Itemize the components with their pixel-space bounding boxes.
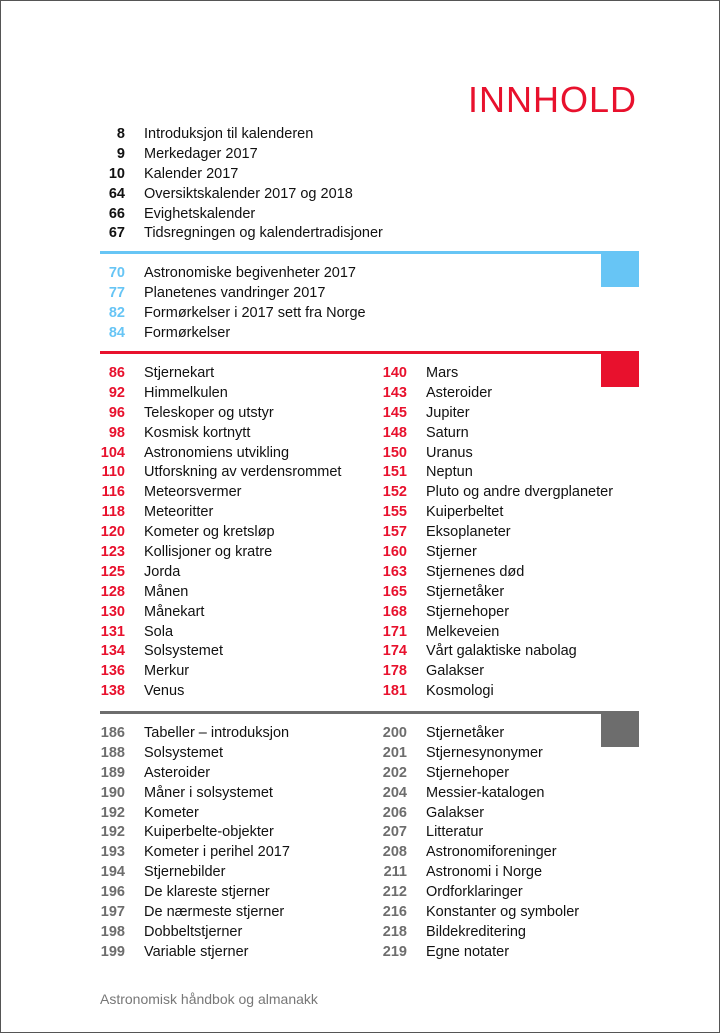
toc-entry-title: Bildekreditering — [426, 923, 526, 940]
toc-column-left — [100, 363, 341, 701]
toc-page-number: 197 — [100, 903, 125, 920]
toc-page-number: 192 — [100, 824, 125, 841]
toc-entry — [100, 622, 341, 642]
toc-entry-title: Kalender 2017 — [144, 165, 239, 182]
toc-entry-title: Meteorsvermer — [144, 484, 242, 501]
toc-entry — [382, 942, 579, 962]
toc-entry-title: Stjernebilder — [144, 864, 226, 881]
toc-entry — [100, 822, 290, 842]
toc-entry — [382, 763, 579, 783]
toc-entry-title: Merkedager 2017 — [144, 145, 258, 162]
toc-page-number: 64 — [108, 185, 125, 202]
toc-entry-title: Messier-katalogen — [426, 784, 545, 801]
toc-entry — [100, 842, 290, 862]
toc-entry — [100, 522, 341, 542]
toc-page-number: 163 — [382, 563, 407, 580]
toc-page-number: 67 — [108, 225, 125, 242]
toc-page-number: 218 — [382, 923, 407, 940]
toc-entry-title: Pluto og andre dvergplaneter — [426, 484, 614, 501]
toc-entry-title: Venus — [144, 683, 185, 700]
toc-entry — [382, 882, 579, 902]
toc-page-number: 70 — [108, 264, 125, 281]
toc-page-number: 131 — [100, 623, 125, 640]
toc-page-number: 110 — [101, 464, 125, 481]
toc-page-number: 9 — [116, 145, 125, 162]
toc-column-left — [100, 723, 290, 962]
toc-entry — [382, 582, 613, 602]
toc-entry-title: Stjernetåker — [426, 724, 505, 741]
toc-page-number: 155 — [382, 504, 407, 521]
toc-entry — [382, 661, 613, 681]
toc-page-number: 208 — [382, 844, 407, 861]
section-tab-marker — [601, 251, 639, 287]
toc-entry-title: Astronomiske begivenheter 2017 — [144, 264, 356, 281]
toc-entry — [100, 763, 290, 783]
toc-page-number: 171 — [382, 623, 407, 640]
toc-page-number: 216 — [382, 903, 407, 920]
toc-entry — [100, 542, 341, 562]
toc-entry-title: Månekart — [144, 603, 205, 620]
toc-page-number: 116 — [101, 484, 125, 501]
toc-entry — [382, 681, 613, 701]
toc-entry-title: Kollisjoner og kratre — [144, 543, 273, 560]
toc-page-number: 150 — [382, 444, 407, 461]
toc-entry-title: Kometer i perihel 2017 — [144, 844, 290, 861]
toc-page-number: 189 — [100, 764, 125, 781]
toc-page-number: 157 — [382, 524, 407, 541]
toc-entry-title: Astronomi i Norge — [426, 864, 543, 881]
toc-page-number: 145 — [382, 404, 407, 421]
toc-page-number: 140 — [382, 364, 407, 381]
toc-entry-title: Formørkelser — [144, 324, 231, 341]
toc-page-number: 134 — [100, 643, 125, 660]
toc-entry-title: Galakser — [426, 804, 485, 821]
toc-entry-title: Månen — [144, 583, 189, 600]
toc-entry-title: Himmelkulen — [144, 384, 228, 401]
toc-entry-title: Saturn — [426, 424, 469, 441]
toc-page-number: 204 — [382, 784, 407, 801]
toc-page-number: 148 — [382, 424, 407, 441]
toc-entry — [382, 443, 613, 463]
toc-page-number: 212 — [382, 884, 407, 901]
toc-entry — [382, 622, 613, 642]
section-divider — [100, 711, 639, 714]
toc-entry — [100, 164, 383, 184]
toc-page-number: 198 — [100, 923, 125, 940]
toc-entry-title: Kosmologi — [426, 683, 494, 700]
toc-entry — [100, 922, 290, 942]
toc-page-number: 219 — [382, 943, 407, 960]
toc-entry — [100, 263, 366, 283]
toc-page-number: 196 — [100, 884, 125, 901]
toc-entry-title: Kosmisk kortnytt — [144, 424, 251, 441]
toc-page-number: 82 — [108, 304, 125, 321]
toc-page-number: 151 — [382, 464, 407, 481]
toc-entry-title: Teleskoper og utstyr — [144, 404, 274, 421]
toc-entry — [100, 462, 341, 482]
toc-entry — [100, 383, 341, 403]
toc-page-number: 206 — [382, 804, 407, 821]
toc-page-number: 174 — [382, 643, 407, 660]
toc-page-number: 152 — [382, 484, 407, 501]
toc-entry — [100, 144, 383, 164]
toc-page-number: 96 — [108, 404, 125, 421]
toc-entry-title: De nærmeste stjerner — [144, 903, 285, 920]
toc-column — [100, 263, 366, 343]
section-tab-marker — [601, 711, 639, 747]
toc-page-number: 211 — [383, 864, 407, 881]
toc-entry-title: Variable stjerner — [144, 943, 249, 960]
toc-entry-title: Stjernehoper — [426, 764, 510, 781]
toc-entry — [382, 723, 579, 743]
toc-column — [100, 124, 383, 243]
toc-entry — [382, 502, 613, 522]
toc-page-number: 194 — [100, 864, 125, 881]
toc-page-number: 130 — [100, 603, 125, 620]
toc-entry — [382, 783, 579, 803]
toc-page-number: 98 — [108, 424, 125, 441]
toc-column-right — [382, 363, 613, 701]
toc-page-number: 123 — [100, 543, 125, 560]
toc-page-number: 143 — [382, 384, 407, 401]
toc-page-number: 8 — [116, 125, 125, 142]
toc-page-number: 125 — [100, 563, 125, 580]
toc-entry-title: Evighetskalender — [144, 205, 256, 222]
toc-entry-title: Stjernekart — [144, 364, 215, 381]
toc-entry — [382, 403, 613, 423]
toc-entry — [382, 482, 613, 502]
toc-entry-title: Meteoritter — [144, 504, 214, 521]
toc-entry — [100, 323, 366, 343]
toc-entry-title: Konstanter og symboler — [426, 903, 580, 920]
toc-entry — [382, 562, 613, 582]
toc-page-number: 165 — [382, 583, 407, 600]
toc-entry-title: Sola — [144, 623, 174, 640]
toc-entry — [382, 641, 613, 661]
toc-page-number: 120 — [100, 524, 125, 541]
toc-page-number: 104 — [100, 444, 125, 461]
toc-page-number: 192 — [100, 804, 125, 821]
toc-entry-title: Kuiperbelte-objekter — [144, 824, 274, 841]
toc-entry — [100, 783, 290, 803]
toc-page-number: 77 — [108, 284, 125, 301]
toc-page-number: 160 — [382, 543, 407, 560]
toc-entry — [100, 124, 383, 144]
toc-page-number: 136 — [100, 663, 125, 680]
toc-entry — [382, 383, 613, 403]
toc-entry — [100, 723, 290, 743]
toc-column-right — [382, 723, 579, 962]
toc-entry — [100, 502, 341, 522]
toc-page-number: 178 — [382, 663, 407, 680]
toc-entry — [100, 582, 341, 602]
toc-page-number: 202 — [382, 764, 407, 781]
toc-page-number: 118 — [101, 504, 125, 521]
toc-page-number: 207 — [382, 824, 407, 841]
toc-entry — [382, 922, 579, 942]
toc-entry — [382, 363, 613, 383]
toc-entry — [100, 862, 290, 882]
toc-entry — [382, 462, 613, 482]
toc-entry-title: Ordforklaringer — [426, 884, 523, 901]
toc-page-number: 168 — [382, 603, 407, 620]
toc-entry — [382, 542, 613, 562]
toc-entry — [100, 803, 290, 823]
toc-entry-title: Stjernehoper — [426, 603, 510, 620]
toc-entry — [100, 363, 341, 383]
toc-page-number: 186 — [100, 724, 125, 741]
toc-entry-title: Kuiperbeltet — [426, 504, 504, 521]
toc-page-number: 201 — [382, 744, 407, 761]
toc-page-number: 181 — [382, 683, 407, 700]
toc-page-number: 66 — [108, 205, 125, 222]
section-divider — [100, 251, 639, 254]
toc-entry-title: Merkur — [144, 663, 190, 680]
toc-entry-title: Stjernenes død — [426, 563, 525, 580]
toc-entry-title: Stjernesynonymer — [426, 744, 543, 761]
toc-entry-title: Planetenes vandringer 2017 — [144, 284, 326, 301]
toc-entry-title: Jorda — [144, 563, 181, 580]
toc-entry — [382, 803, 579, 823]
toc-entry — [100, 902, 290, 922]
toc-entry-title: Mars — [426, 364, 459, 381]
footer-text: Astronomisk håndbok og almanakk — [100, 991, 318, 1007]
toc-entry-title: Asteroider — [426, 384, 493, 401]
toc-entry — [100, 184, 383, 204]
toc-page-number: 10 — [108, 165, 125, 182]
toc-page-number: 199 — [100, 943, 125, 960]
toc-entry — [382, 522, 613, 542]
toc-entry — [100, 602, 341, 622]
toc-entry-title: Kometer og kretsløp — [144, 524, 275, 541]
toc-entry-title: Formørkelser i 2017 sett fra Norge — [144, 304, 366, 321]
toc-entry-title: De klareste stjerner — [144, 884, 270, 901]
toc-entry-title: Oversiktskalender 2017 og 2018 — [144, 185, 353, 202]
toc-entry-title: Dobbeltstjerner — [144, 923, 243, 940]
toc-entry — [100, 223, 383, 243]
toc-entry — [382, 842, 579, 862]
toc-page-number: 86 — [108, 364, 125, 381]
toc-entry-title: Neptun — [426, 464, 473, 481]
toc-entry — [100, 743, 290, 763]
toc-entry — [382, 822, 579, 842]
toc-entry — [100, 423, 341, 443]
toc-page-number: 190 — [100, 784, 125, 801]
toc-entry — [100, 661, 341, 681]
toc-entry — [100, 443, 341, 463]
toc-entry-title: Stjerner — [426, 543, 477, 560]
toc-entry-title: Melkeveien — [426, 623, 500, 640]
toc-entry-title: Utforskning av verdensrommet — [144, 464, 342, 481]
toc-entry — [100, 283, 366, 303]
toc-page-number: 92 — [108, 384, 125, 401]
toc-entry — [100, 882, 290, 902]
toc-entry — [382, 423, 613, 443]
toc-entry-title: Tidsregningen og kalendertradisjoner — [144, 225, 383, 242]
toc-page-number: 200 — [382, 724, 407, 741]
section-divider — [100, 351, 639, 354]
toc-page-number: 193 — [100, 844, 125, 861]
toc-entry-title: Asteroider — [144, 764, 211, 781]
toc-entry-title: Stjernetåker — [426, 583, 505, 600]
toc-entry-title: Jupiter — [426, 404, 470, 421]
toc-entry-title: Solsystemet — [144, 744, 223, 761]
toc-entry — [100, 303, 366, 323]
toc-entry-title: Tabeller – introduksjon — [144, 724, 290, 741]
toc-entry — [382, 602, 613, 622]
toc-page-number: 188 — [100, 744, 125, 761]
toc-entry — [100, 641, 341, 661]
toc-page-number: 84 — [108, 324, 125, 341]
toc-entry-title: Egne notater — [426, 943, 510, 960]
toc-entry — [382, 902, 579, 922]
toc-page-number: 128 — [100, 583, 125, 600]
toc-entry — [382, 862, 579, 882]
toc-entry — [100, 562, 341, 582]
toc-entry — [100, 204, 383, 224]
toc-page-number: 138 — [100, 683, 125, 700]
toc-entry-title: Kometer — [144, 804, 199, 821]
toc-entry-title: Solsystemet — [144, 643, 223, 660]
toc-entry-title: Astronomiens utvikling — [144, 444, 290, 461]
toc-entry-title: Astronomiforeninger — [426, 844, 557, 861]
toc-entry-title: Litteratur — [426, 824, 484, 841]
toc-entry-title: Eksoplaneter — [426, 524, 511, 541]
toc-entry — [100, 942, 290, 962]
toc-entry-title: Vårt galaktiske nabolag — [426, 643, 577, 660]
toc-entry-title: Galakser — [426, 663, 485, 680]
toc-entry-title: Uranus — [426, 444, 473, 461]
page-title: INNHOLD — [467, 79, 637, 120]
toc-entry — [100, 482, 341, 502]
toc-entry — [100, 681, 341, 701]
toc-entry — [382, 743, 579, 763]
toc-entry — [100, 403, 341, 423]
toc-entry-title: Introduksjon til kalenderen — [144, 125, 314, 142]
toc-entry-title: Måner i solsystemet — [144, 784, 273, 801]
